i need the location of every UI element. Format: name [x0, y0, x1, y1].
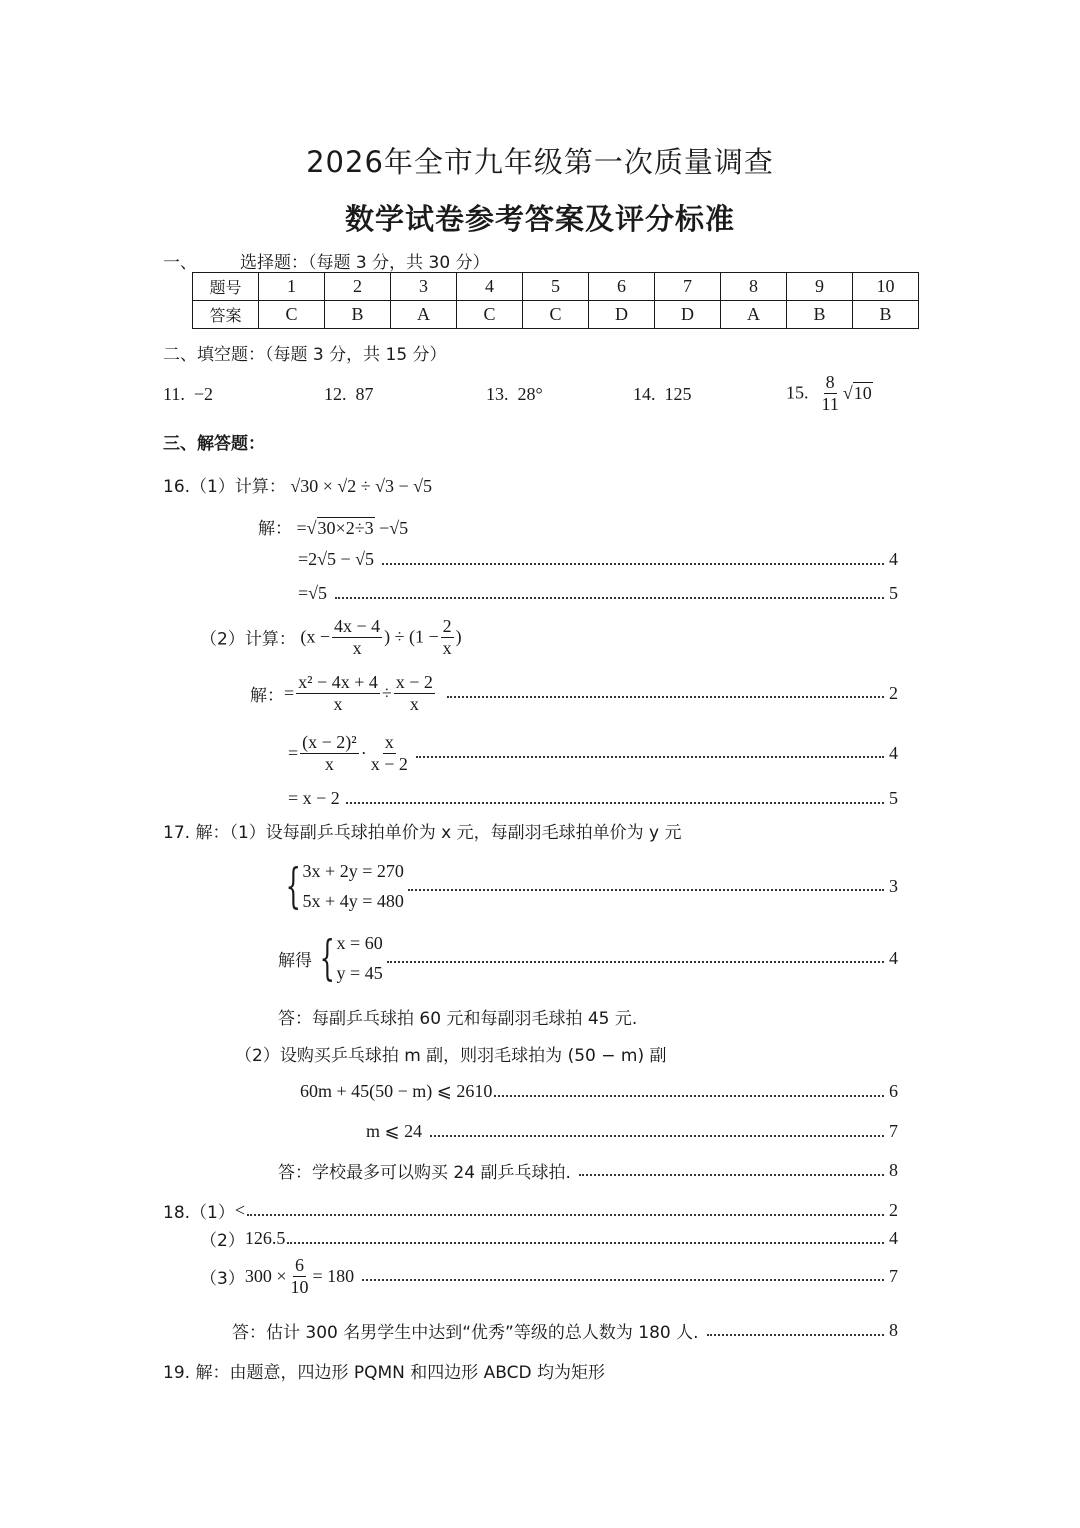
question-number: 5: [523, 273, 589, 301]
score: 8: [889, 1320, 898, 1340]
question-number: 2: [325, 273, 391, 301]
q16-label: 16.（1）计算：: [163, 477, 286, 497]
item-number: 15.: [786, 382, 809, 403]
item-answer: 125: [664, 384, 692, 404]
row-header: 题号: [193, 273, 259, 301]
score: 2: [889, 1200, 898, 1220]
answer-cell: D: [655, 301, 721, 329]
item-number: 13.: [486, 384, 509, 404]
score: 7: [889, 1121, 898, 1141]
dot-leader: [447, 696, 884, 698]
answer-cell: C: [523, 301, 589, 329]
answer-cell: C: [457, 301, 523, 329]
item-number: 11.: [163, 384, 185, 404]
score: 6: [889, 1081, 898, 1101]
answer-cell: B: [853, 301, 919, 329]
dot-leader: [494, 1095, 884, 1097]
q17-part2-label: （2）设购买乒乓球拍 m 副，则羽毛球拍为 (50 − m) 副: [235, 1046, 667, 1066]
q17-answer1: 答：每副乒乓球拍 60 元和每副羽毛球拍 45 元.: [278, 1009, 638, 1029]
dot-leader: [707, 1334, 884, 1336]
q16-step3: =√5 5: [298, 583, 898, 603]
score: 8: [889, 1160, 898, 1180]
q16-step1: 解： =√30×2÷3 −√5: [258, 518, 409, 539]
q16-part2: （2）计算： (x − $\frac{4x - 4}{x}$ ) ÷ (1 − $\frac{2}{x}$ ): [200, 616, 462, 658]
item-number: 14.: [633, 384, 656, 404]
q16-p2-step1: 解： = $\frac{\text{x² − 4x + 4}}{x}$ ÷ $\frac{x - 2}{x}$ 2: [250, 672, 898, 714]
item-answer: 28°: [517, 384, 543, 404]
q17-answer2: 答：学校最多可以购买 24 副乒乓球拍. 8: [278, 1160, 898, 1183]
section2-title: 二、填空题：（每题 3 分，共 15 分）: [163, 345, 447, 365]
dot-leader: [362, 1279, 884, 1281]
dot-leader: [579, 1174, 884, 1176]
q18-part2: （2） 126.5 4: [200, 1228, 898, 1251]
document-title: 2026年全市九年级第一次质量调查: [306, 145, 774, 179]
section1-number: 一、: [163, 253, 197, 273]
solve-label: 解：: [258, 519, 292, 539]
q16-p2-step2: = $\frac{\text{(x − 2)²}}{x}$ · $\frac{x}{x - 2}$ 4: [288, 732, 898, 774]
q17-solution: 解得 { x = 60 y = 45 4: [278, 930, 898, 986]
question-number: 3: [391, 273, 457, 301]
question-number: 9: [787, 273, 853, 301]
q18-answer: 答：估计 300 名男学生中达到“优秀”等级的总人数为 180 人. 8: [232, 1320, 898, 1343]
answer-cell: A: [721, 301, 787, 329]
row-header: 答案: [193, 301, 259, 329]
fraction: $\frac{4x - 4}{x}$: [333, 616, 381, 658]
dot-leader: [247, 1214, 884, 1216]
score: 5: [889, 583, 898, 603]
fraction: $\frac{2}{x}$: [442, 616, 452, 658]
score: 4: [889, 1228, 898, 1248]
q17-inequality: 60m + 45(50 − m) ⩽ 2610 6: [300, 1081, 898, 1101]
answer-cell: C: [259, 301, 325, 329]
q17-system: { 3x + 2y = 270 5x + 4y = 480 3: [285, 858, 898, 914]
section3-title: 三、解答题：: [163, 434, 265, 454]
score: 3: [889, 875, 898, 896]
answer-table: [192, 272, 919, 329]
score: 4: [889, 742, 898, 763]
score: 7: [889, 1265, 898, 1286]
q17-part1-label: 17. 解：（1）设每副乒乓球拍单价为 x 元，每副羽毛球拍单价为 y 元: [163, 823, 682, 843]
q16-step2: =2√5 − √5 4: [298, 549, 898, 569]
fill-item-11: [163, 384, 213, 405]
dot-leader: [287, 1242, 884, 1244]
score: 4: [889, 947, 898, 968]
question-number: 8: [721, 273, 787, 301]
answer-row: [193, 301, 919, 329]
fill-item-15: [786, 372, 873, 414]
left-brace: {: [319, 930, 335, 986]
question-number-row: [193, 273, 919, 301]
answer-cell: A: [391, 301, 457, 329]
dot-leader: [335, 597, 884, 599]
score: 4: [889, 549, 898, 569]
question-number: 10: [853, 273, 919, 301]
item-answer: −2: [193, 384, 213, 404]
fill-item-12: [324, 384, 374, 405]
dot-leader: [387, 961, 884, 963]
dot-leader: [346, 802, 884, 804]
document-subtitle: 数学试卷参考答案及评分标准: [344, 202, 735, 236]
left-brace: {: [285, 858, 301, 914]
dot-leader: [382, 563, 884, 565]
item-number: 12.: [324, 384, 347, 404]
q17-result: m ⩽ 24 7: [366, 1121, 898, 1141]
item-answer: 87: [355, 384, 374, 404]
sqrt-expression: √30×2÷3: [306, 518, 374, 538]
score: 2: [889, 682, 898, 703]
q16-part1: [163, 472, 432, 497]
fill-item-13: [486, 384, 543, 405]
answer-cell: B: [325, 301, 391, 329]
sqrt-expression: √10: [842, 382, 872, 403]
answer-cell: B: [787, 301, 853, 329]
answer-cell: D: [589, 301, 655, 329]
question-number: 4: [457, 273, 523, 301]
part-label: （2）计算：: [200, 629, 296, 650]
q16-p2-step3: = x − 2 5: [288, 788, 898, 808]
q16-problem: √30 × √2 ÷ √3 − √5: [290, 476, 433, 496]
section1-title: 选择题：（每题 3 分，共 30 分）: [240, 253, 490, 273]
q18-part3: （3） 300 × $\frac{6}{10}$ = 180 7: [200, 1255, 898, 1297]
dot-leader: [416, 756, 884, 758]
question-number: 7: [655, 273, 721, 301]
question-number: 1: [259, 273, 325, 301]
score: 5: [889, 788, 898, 808]
dot-leader: [408, 889, 884, 891]
dot-leader: [430, 1135, 884, 1137]
q18-part1: 18.（1） < 2: [163, 1200, 898, 1223]
question-number: 6: [589, 273, 655, 301]
fill-item-14: [633, 384, 692, 405]
q19-label: 19. 解：由题意，四边形 PQMN 和四边形 ABCD 均为矩形: [163, 1363, 606, 1383]
fraction: $\frac{8}{11}$: [821, 372, 839, 414]
